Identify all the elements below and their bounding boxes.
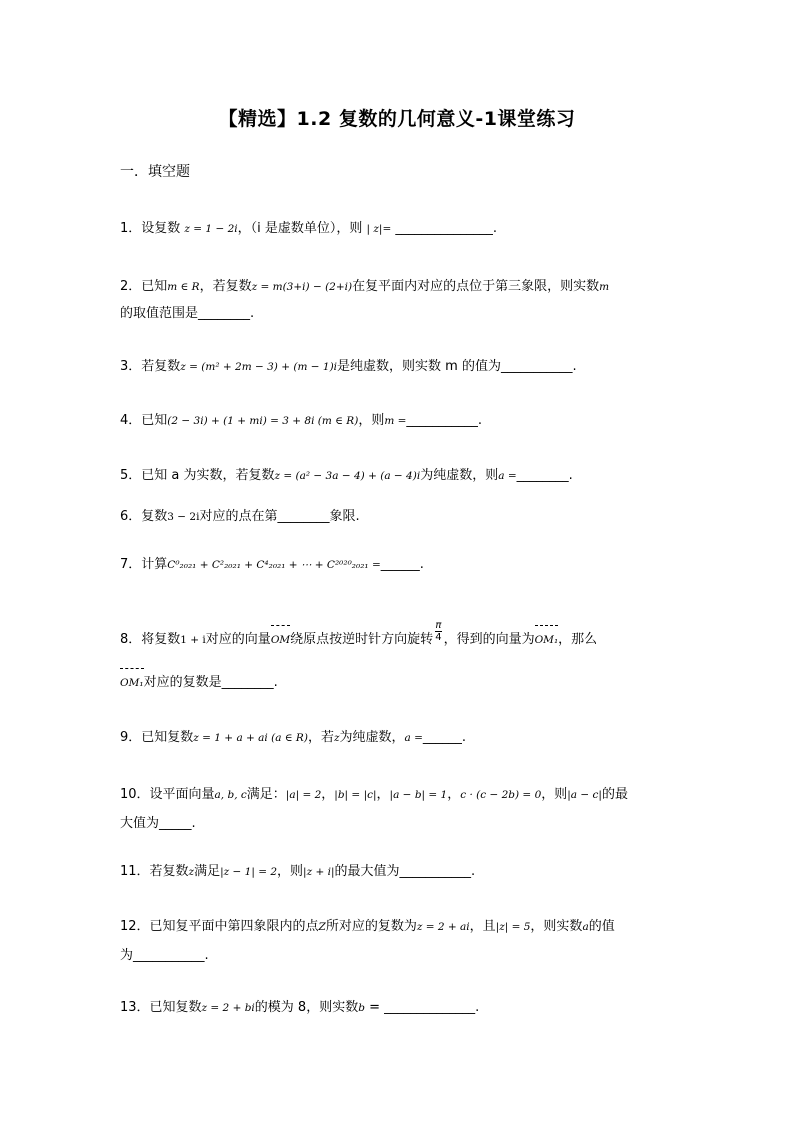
question-10: 10．设平面向量a, b, c满足：|a| = 2，|b| = |c|，|a − b| = 1，c · (c − 2b) = 0，则|a − c|的最 [120, 787, 628, 802]
math: a = [404, 732, 423, 744]
math: |z| = 5 [495, 921, 531, 933]
math: z = 2 + bi [201, 1002, 255, 1014]
math: z = 2 + ai [416, 921, 470, 933]
question-2-cont: 的取值范围是________. [120, 306, 255, 321]
section-heading: 一．填空题 [120, 164, 190, 180]
fraction-pi-over-4: $\frac{\pi}{4}$ [435, 620, 442, 643]
question-1: 1．设复数 z = 1 − 2i，（i 是虚数单位），则 | z|= _______________. [120, 221, 498, 236]
math: b [358, 1002, 365, 1014]
question-8-cont: OM₁对应的复数是________. [120, 671, 680, 695]
question-3: 3．若复数z = (m² + 2m − 3) + (m − 1)i是纯虚数，则实数 m 的值为___________. [120, 359, 577, 374]
math: |z − 1| = 2 [220, 866, 278, 878]
question-12-cont: 为___________. [120, 948, 209, 963]
question-4: 4．已知(2 − 3i) + (1 + mi) = 3 + 8i (m ∈ R)，则m =___________. [120, 413, 483, 428]
vector-om: OM [271, 628, 290, 652]
question-2: 2．已知m ∈ R，若复数z = m(3+i) − (2+i)在复平面内对应的点位于第三象限，则实数m [120, 279, 610, 294]
math: 1 + i [180, 634, 206, 646]
question-11: 11．若复数z满足|z − 1| = 2，则|z + i|的最大值为___________. [120, 864, 476, 879]
math: Z [318, 921, 326, 933]
math: (2 − 3i) + (1 + mi) = 3 + 8i (m ∈ R) [167, 415, 359, 427]
math: |a − b| = 1 [389, 789, 448, 801]
math: z [333, 732, 340, 744]
math: c · (c − 2b) = 0 [460, 789, 542, 801]
math: m ∈ R [167, 281, 200, 293]
math: z = (a² − 3a − 4) + (a − 4)i [274, 470, 421, 482]
math: z = m(3+i) − (2+i) [251, 281, 353, 293]
math: m = [384, 415, 407, 427]
vector-om1: OM₁ [535, 628, 559, 652]
math: |z + i| [303, 866, 335, 878]
question-9: 9．已知复数z = 1 + a + ai (a ∈ R)，若z为纯虚数，a =______. [120, 730, 467, 745]
question-7: 7．计算C⁰₂₀₂₁ + C²₂₀₂₁ + C⁴₂₀₂₁ + ⋯ + C²⁰²⁰₂₀₂₁ =______. [120, 557, 424, 572]
math: |a − c| [567, 789, 602, 801]
question-12: 12．已知复平面中第四象限内的点Z所对应的复数为z = 2 + ai，且|z| = 5，则实数a的值 [120, 919, 615, 934]
question-6: 6．复数3 − 2i对应的点在第________象限. [120, 509, 360, 524]
question-10-cont: 大值为_____. [120, 816, 196, 831]
math: z = (m² + 2m − 3) + (m − 1)i [180, 361, 338, 373]
math: | z|= [366, 223, 392, 235]
vector-om1: OM₁ [120, 671, 144, 695]
math: |a| = 2 [285, 789, 322, 801]
question-8: 8．将复数1 + i对应的向量OM绕原点按逆时针方向旋转 $\frac{\pi}{4}$ ，得到的向量为OM₁，那么 [120, 628, 680, 652]
question-5: 5．已知 a 为实数，若复数z = (a² − 3a − 4) + (a − 4)i为纯虚数，则a =________. [120, 468, 573, 483]
math: a = [498, 470, 517, 482]
math: z = 1 + a + ai (a ∈ R) [193, 732, 308, 744]
math: m [599, 281, 610, 293]
question-13: 13．已知复数z = 2 + bi的模为 8，则实数b = ______________. [120, 1000, 480, 1015]
math: a [582, 921, 589, 933]
math: z = 1 − 2i [184, 223, 238, 235]
page-title: 【精选】1.2 复数的几何意义-1课堂练习 [218, 108, 576, 130]
math: |b| = |c| [334, 789, 377, 801]
math: a, b, c [214, 789, 247, 801]
math: z [188, 866, 195, 878]
math: 3 − 2i [167, 511, 200, 523]
math: C⁰₂₀₂₁ + C²₂₀₂₁ + C⁴₂₀₂₁ + ⋯ + C²⁰²⁰₂₀₂₁ = [167, 559, 381, 571]
